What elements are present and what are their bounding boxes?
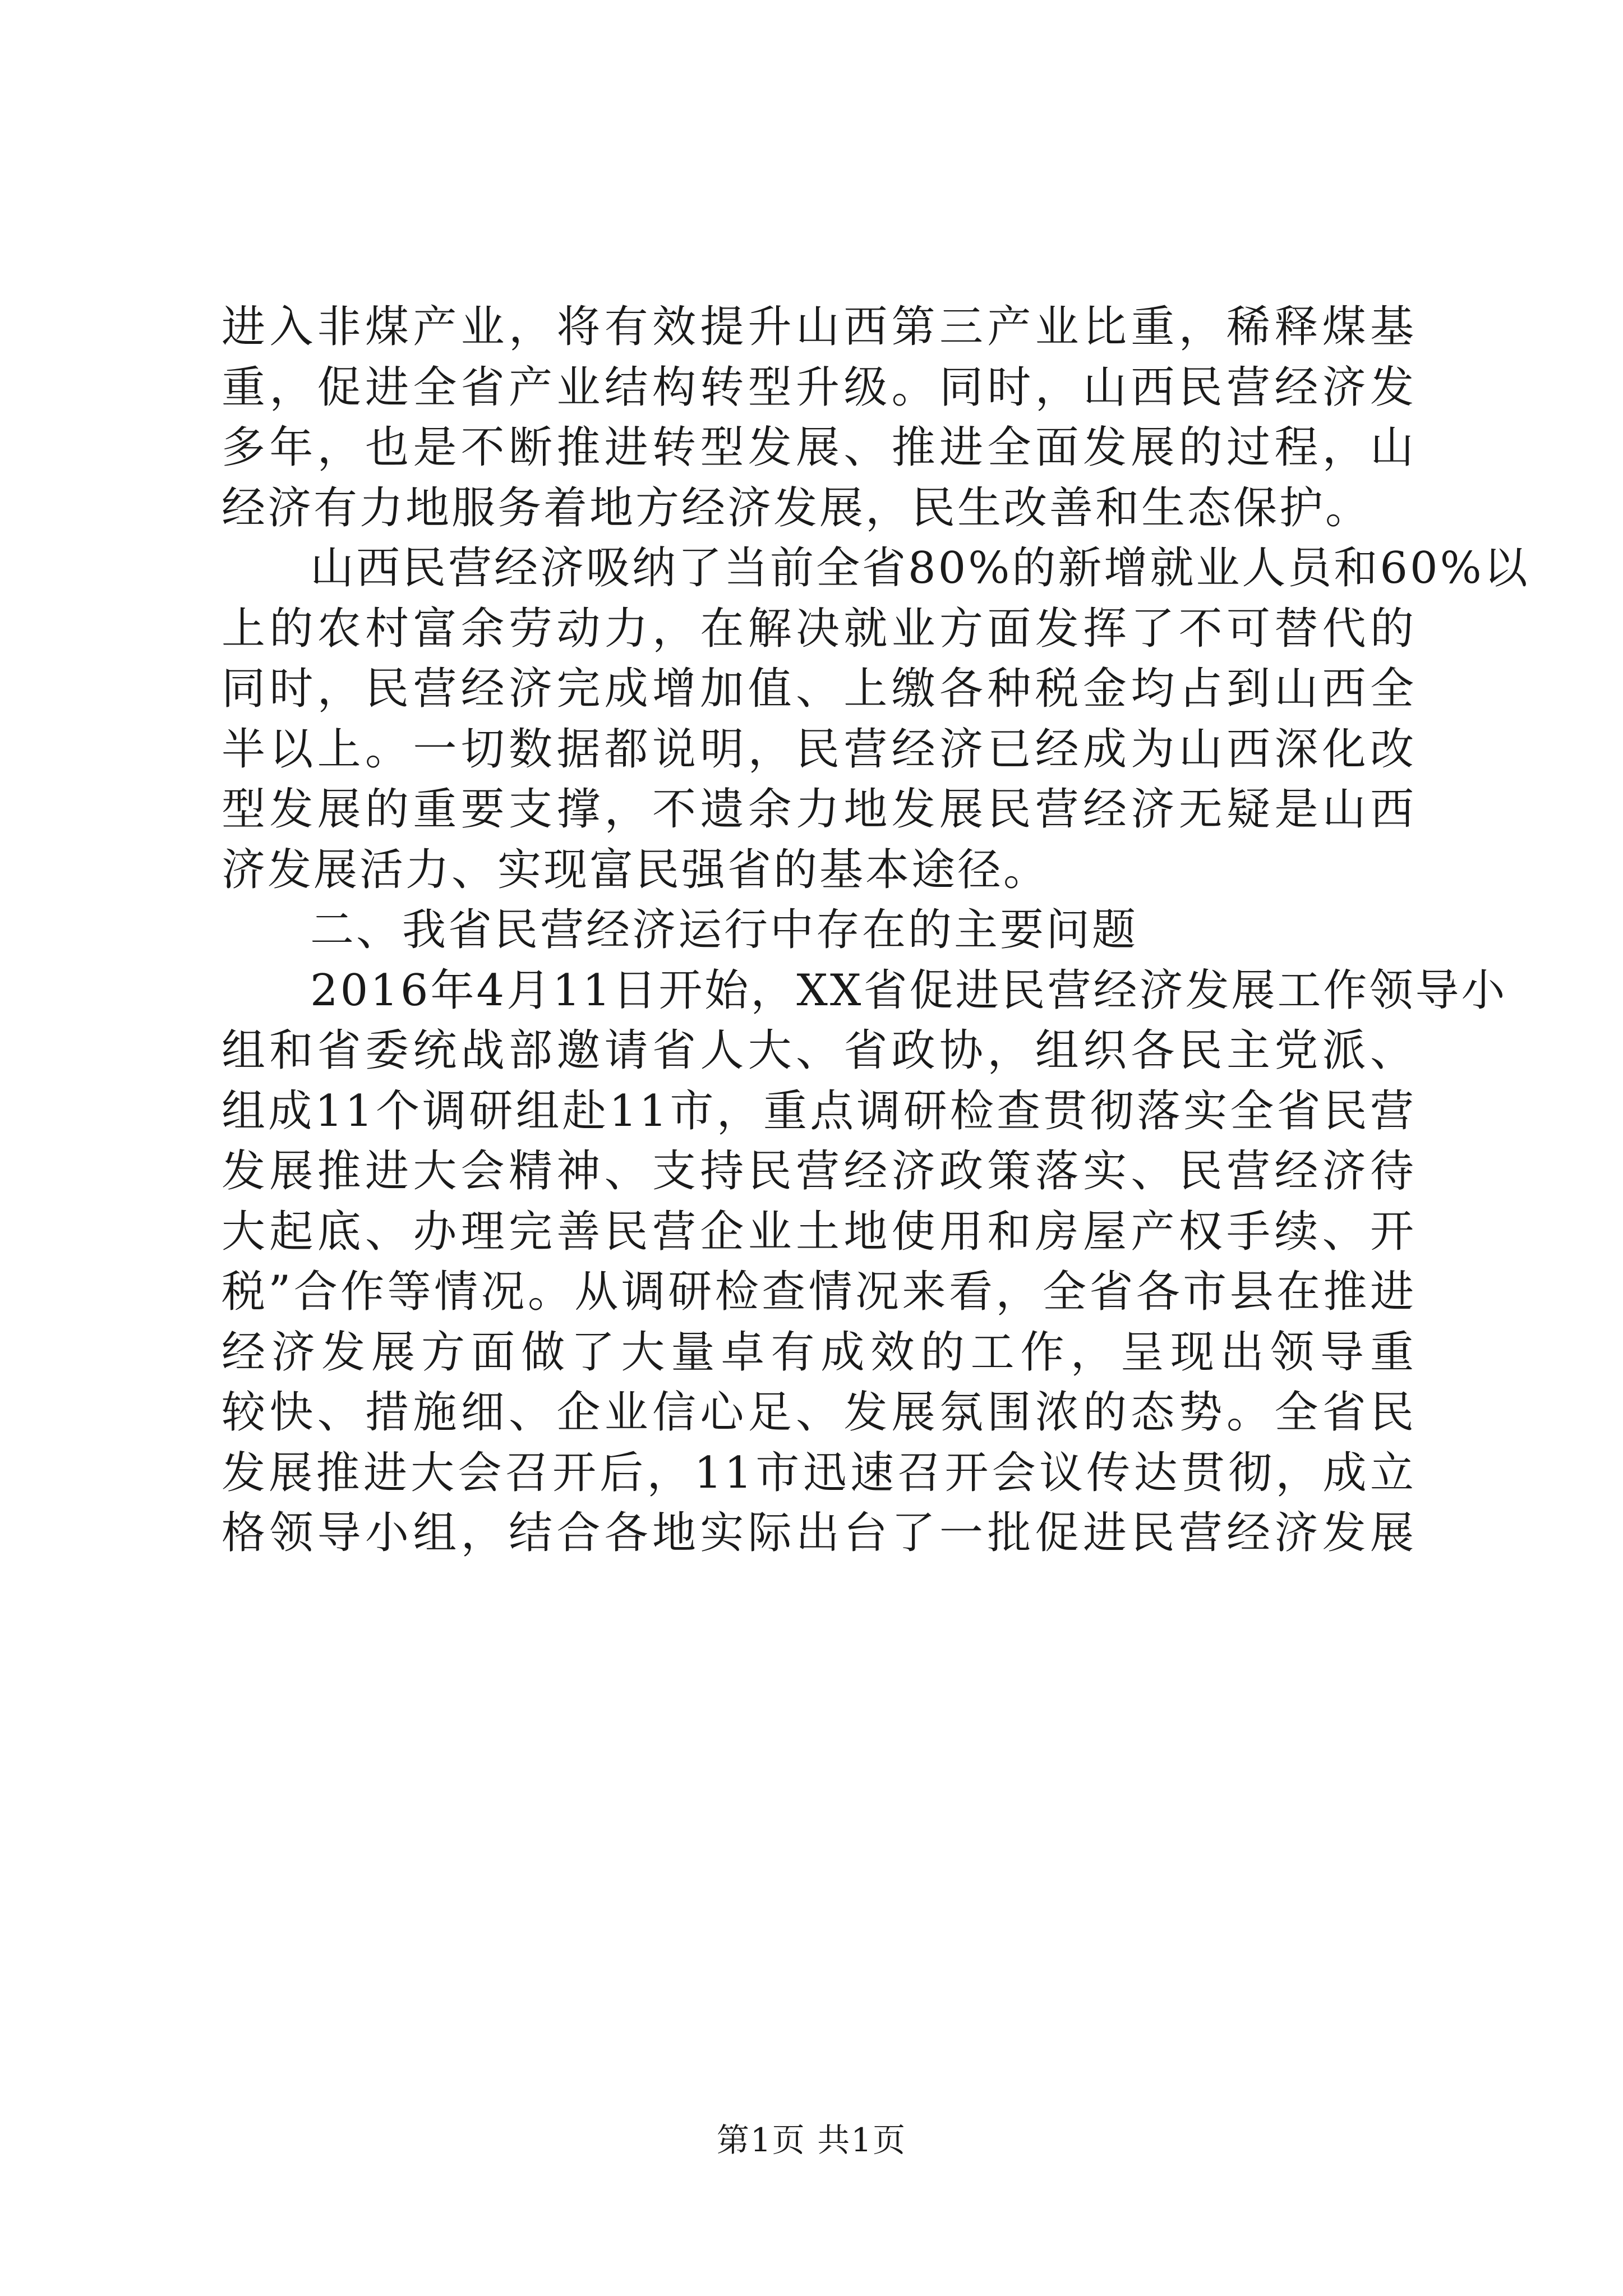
- text-line: 税”合作等情况。从调研检查情况来看，全省各市县在推进: [222, 1267, 1416, 1317]
- text-line: 济发展活力、实现富民强省的基本途径。: [222, 844, 1050, 895]
- text-line: 进入非煤产业，将有效提升山西第三产业比重，稀释煤基: [222, 302, 1416, 352]
- text-line: 组成11个调研组赴11市，重点调研检查贯彻落实全省民营: [222, 1085, 1416, 1137]
- paragraph-start-line: 山西民营经济吸纳了当前全省80%的新增就业人员和60%以: [310, 543, 1530, 593]
- document-body: [222, 297, 1530, 1564]
- text-line: 大起底、办理完善民营企业土地使用和房屋产权手续、开: [222, 1206, 1416, 1257]
- text-line: 型发展的重要支撑，不遗余力地发展民营经济无疑是山西: [222, 784, 1416, 835]
- text-line: 重，促进全省产业结构转型升级。同时，山西民营经济发: [222, 362, 1416, 413]
- text-line: 经济发展方面做了大量卓有成效的工作，呈现出领导重: [222, 1327, 1416, 1378]
- text-line: 格领导小组，结合各地实际出台了一批促进民营经济发展: [222, 1508, 1416, 1558]
- text-line: 半以上。一切数据都说明，民营经济已经成为山西深化改: [222, 724, 1416, 775]
- text-line: 发展推进大会召开后，11市迅速召开会议传达贯彻，成立: [222, 1447, 1416, 1498]
- section-heading: 二、我省民营经济运行中存在的主要问题: [310, 905, 1138, 955]
- text-line: 较快、措施细、企业信心足、发展氛围浓的态势。全省民: [222, 1387, 1416, 1438]
- text-line: 上的农村富余劳动力，在解决就业方面发挥了不可替代的: [222, 603, 1416, 654]
- text-line: 发展推进大会精神、支持民营经济政策落实、民营经济待: [222, 1146, 1416, 1197]
- text-line: 多年，也是不断推进转型发展、推进全面发展的过程，山: [222, 422, 1416, 473]
- page-number-footer: 第1页 共1页: [716, 2121, 907, 2159]
- paragraph-start-line: 2016年4月11日开始，XX省促进民营经济发展工作领导小: [310, 965, 1507, 1016]
- text-line: 经济有力地服务着地方经济发展，民生改善和生态保护。: [222, 482, 1372, 533]
- text-line: 同时，民营经济完成增加值、上缴各种税金均占到山西全: [222, 664, 1416, 714]
- text-line: 组和省委统战部邀请省人大、省政协，组织各民主党派、: [222, 1025, 1416, 1076]
